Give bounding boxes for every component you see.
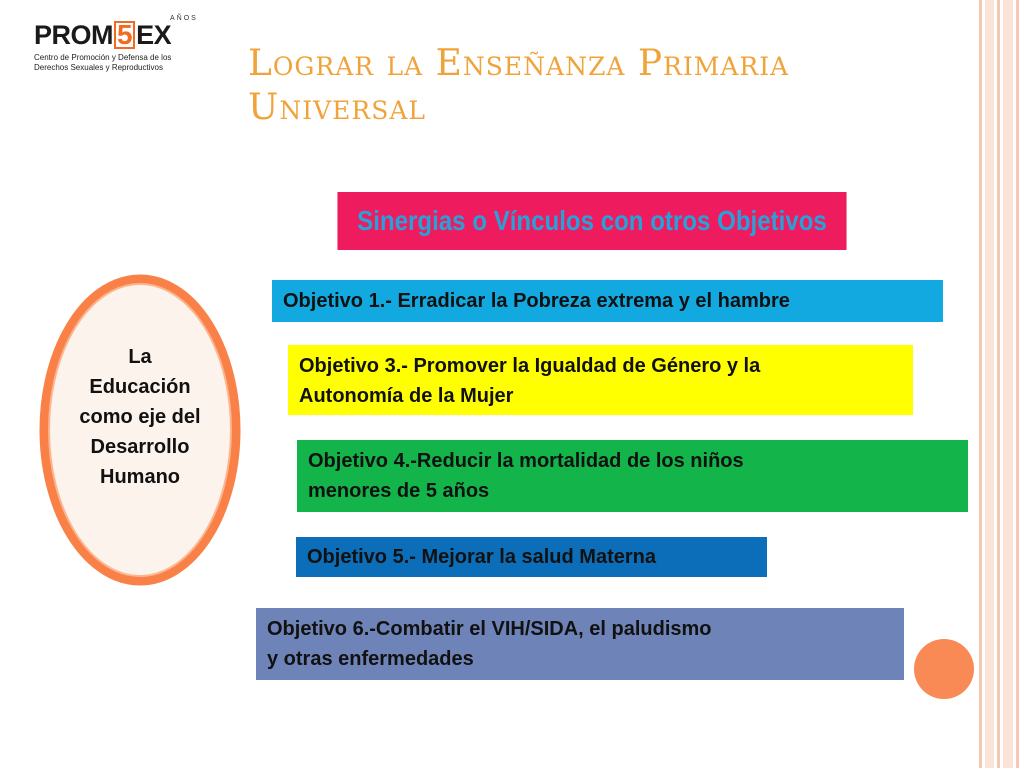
- education-label-line-3: como eje del: [79, 406, 201, 428]
- logo-word-after: EX: [136, 20, 172, 50]
- slide-title-line-1: Lograr la Enseñanza Primaria: [248, 43, 790, 84]
- synergies-heading: Sinergias o Vínculos con otros Objetivos: [337, 192, 846, 250]
- logo-anos-label: AÑOS: [170, 15, 198, 22]
- logo-subtitle-line-1: Centro de Promoción y Defensa de los: [34, 53, 172, 62]
- objective-3-box: [288, 345, 913, 415]
- decor-stripe-3: [997, 0, 1000, 768]
- objective-6-line-2: y otras enfermedades: [267, 648, 474, 670]
- logo-subtitle: [34, 53, 171, 73]
- objective-1-box: [272, 280, 943, 322]
- objective-6-box: [256, 608, 904, 680]
- logo-wordmark: [34, 20, 171, 50]
- decor-stripe-5: [1016, 0, 1019, 768]
- objective-4-line-1: Objetivo 4.-Reducir la mortalidad de los niños: [308, 450, 744, 472]
- objective-3-line-2: Autonomía de la Mujer: [299, 385, 514, 407]
- education-label-line-2: Educación: [89, 376, 191, 398]
- objective-3-line-1: Objetivo 3.- Promover la Igualdad de Género y la: [299, 355, 761, 377]
- objective-5-line-1: Objetivo 5.- Mejorar la salud Materna: [307, 546, 656, 568]
- slide-title: [248, 42, 948, 130]
- decor-stripe-4: [1003, 0, 1013, 768]
- objective-5-box: [296, 537, 767, 577]
- education-label-line-1: La: [128, 346, 152, 368]
- decor-stripe-2: [985, 0, 994, 768]
- logo-subtitle-line-2: Derechos Sexuales y Reproductivos: [34, 63, 163, 72]
- decor-circle: [914, 639, 974, 699]
- objective-4-line-2: menores de 5 años: [308, 480, 490, 502]
- objective-6-line-1: Objetivo 6.-Combatir el VIH/SIDA, el paludismo: [267, 618, 712, 640]
- objective-4-box: [297, 440, 968, 512]
- logo-digit: 5: [114, 21, 135, 49]
- education-label-line-4: Desarrollo: [90, 436, 190, 458]
- slide-title-line-2: Universal: [248, 87, 426, 128]
- logo-word-before: PROM: [34, 20, 113, 50]
- education-label-line-5: Humano: [100, 466, 180, 488]
- education-label: [60, 342, 220, 492]
- promsex-logo: [34, 14, 204, 78]
- objective-1-line-1: Objetivo 1.- Erradicar la Pobreza extrema y el hambre: [283, 290, 790, 312]
- decor-stripe-1: [979, 0, 982, 768]
